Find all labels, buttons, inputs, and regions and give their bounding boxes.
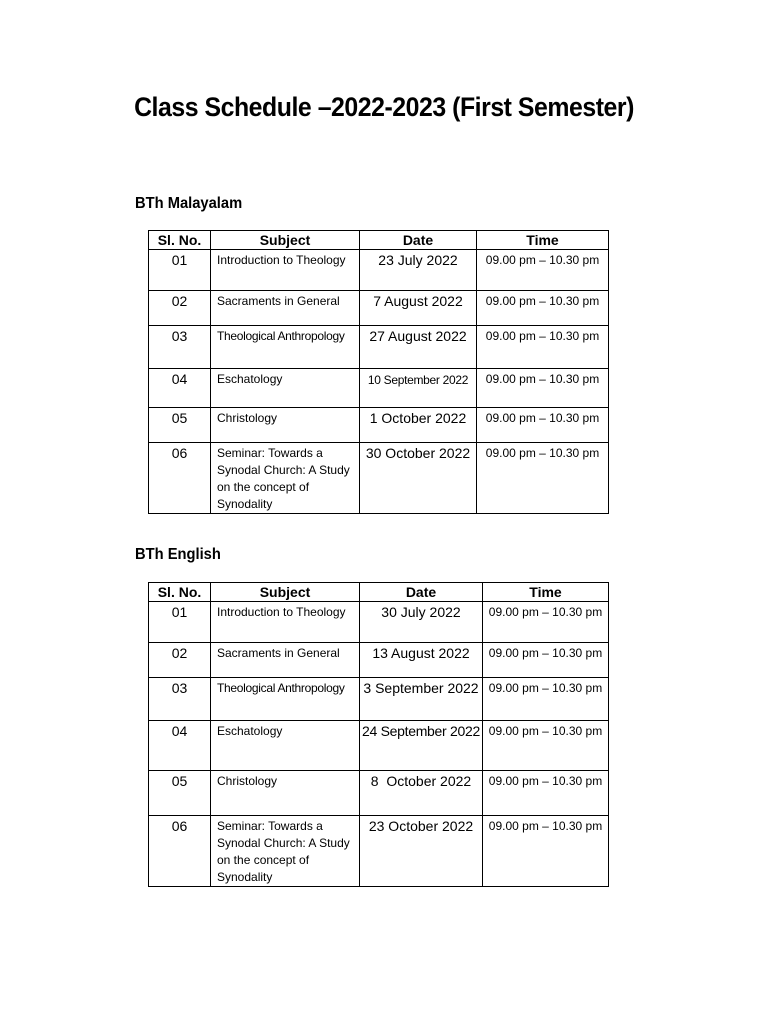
cell-sl-no: 02 [149,643,211,678]
table-row [149,643,609,678]
cell-subject: Christology [211,408,360,443]
cell-sl-no: 04 [149,721,211,771]
cell-date: 30 July 2022 [360,602,483,643]
page-title: Class Schedule –2022-2023 (First Semester) [134,92,634,122]
cell-sl-no: 02 [149,291,211,326]
table-row [149,721,609,771]
cell-time: 09.00 pm – 10.30 pm [477,443,609,514]
cell-subject: Christology [211,771,360,816]
header-time: Time [483,583,609,602]
header-date: Date [360,231,477,250]
cell-subject: Seminar: Towards a Synodal Church: A Study on the concept of Synodality [211,443,360,514]
cell-date: 24 September 2022 [360,721,483,771]
cell-time: 09.00 pm – 10.30 pm [477,291,609,326]
section-heading-malayalam: BTh Malayalam [135,195,243,212]
header-sl-no: Sl. No. [149,583,211,602]
cell-time: 09.00 pm – 10.30 pm [477,408,609,443]
header-subject: Subject [211,583,360,602]
cell-date: 30 October 2022 [360,443,477,514]
cell-sl-no: 01 [149,602,211,643]
table-row [149,678,609,721]
table-row [149,291,609,326]
section-heading-english: BTh English [135,546,221,563]
cell-sl-no: 05 [149,408,211,443]
cell-subject: Introduction to Theology [211,602,360,643]
cell-subject: Seminar: Towards a Synodal Church: A Study on the concept of Synodality [211,816,360,887]
table-row [149,602,609,643]
cell-subject: Eschatology [211,369,360,408]
header-date: Date [360,583,483,602]
cell-subject: Eschatology [211,721,360,771]
table-row [149,250,609,291]
cell-time: 09.00 pm – 10.30 pm [477,326,609,369]
cell-date: 10 September 2022 [360,369,477,408]
cell-date: 23 July 2022 [360,250,477,291]
schedule-table-malayalam [148,230,609,514]
cell-time: 09.00 pm – 10.30 pm [483,721,609,771]
table-header-row [149,231,609,250]
cell-date: 7 August 2022 [360,291,477,326]
cell-date: 3 September 2022 [360,678,483,721]
cell-time: 09.00 pm – 10.30 pm [483,771,609,816]
cell-subject: Sacraments in General [211,291,360,326]
schedule-table-english [148,582,609,887]
table-row [149,816,609,887]
cell-sl-no: 06 [149,443,211,514]
table-row [149,369,609,408]
cell-time: 09.00 pm – 10.30 pm [477,369,609,408]
table-row [149,408,609,443]
cell-subject: Theological Anthropology [211,326,360,369]
cell-time: 09.00 pm – 10.30 pm [483,678,609,721]
cell-date: 23 October 2022 [360,816,483,887]
cell-time: 09.00 pm – 10.30 pm [483,816,609,887]
cell-sl-no: 06 [149,816,211,887]
cell-time: 09.00 pm – 10.30 pm [483,643,609,678]
cell-sl-no: 05 [149,771,211,816]
header-subject: Subject [211,231,360,250]
cell-sl-no: 04 [149,369,211,408]
header-sl-no: Sl. No. [149,231,211,250]
table-row [149,326,609,369]
cell-date: 27 August 2022 [360,326,477,369]
cell-subject: Sacraments in General [211,643,360,678]
table-row [149,771,609,816]
cell-date: 13 August 2022 [360,643,483,678]
cell-sl-no: 01 [149,250,211,291]
cell-time: 09.00 pm – 10.30 pm [477,250,609,291]
table-header-row [149,583,609,602]
cell-subject: Theological Anthropology [211,678,360,721]
cell-subject: Introduction to Theology [211,250,360,291]
table-row [149,443,609,514]
cell-sl-no: 03 [149,326,211,369]
cell-date: 1 October 2022 [360,408,477,443]
cell-date: 8 October 2022 [360,771,483,816]
cell-time: 09.00 pm – 10.30 pm [483,602,609,643]
cell-sl-no: 03 [149,678,211,721]
header-time: Time [477,231,609,250]
